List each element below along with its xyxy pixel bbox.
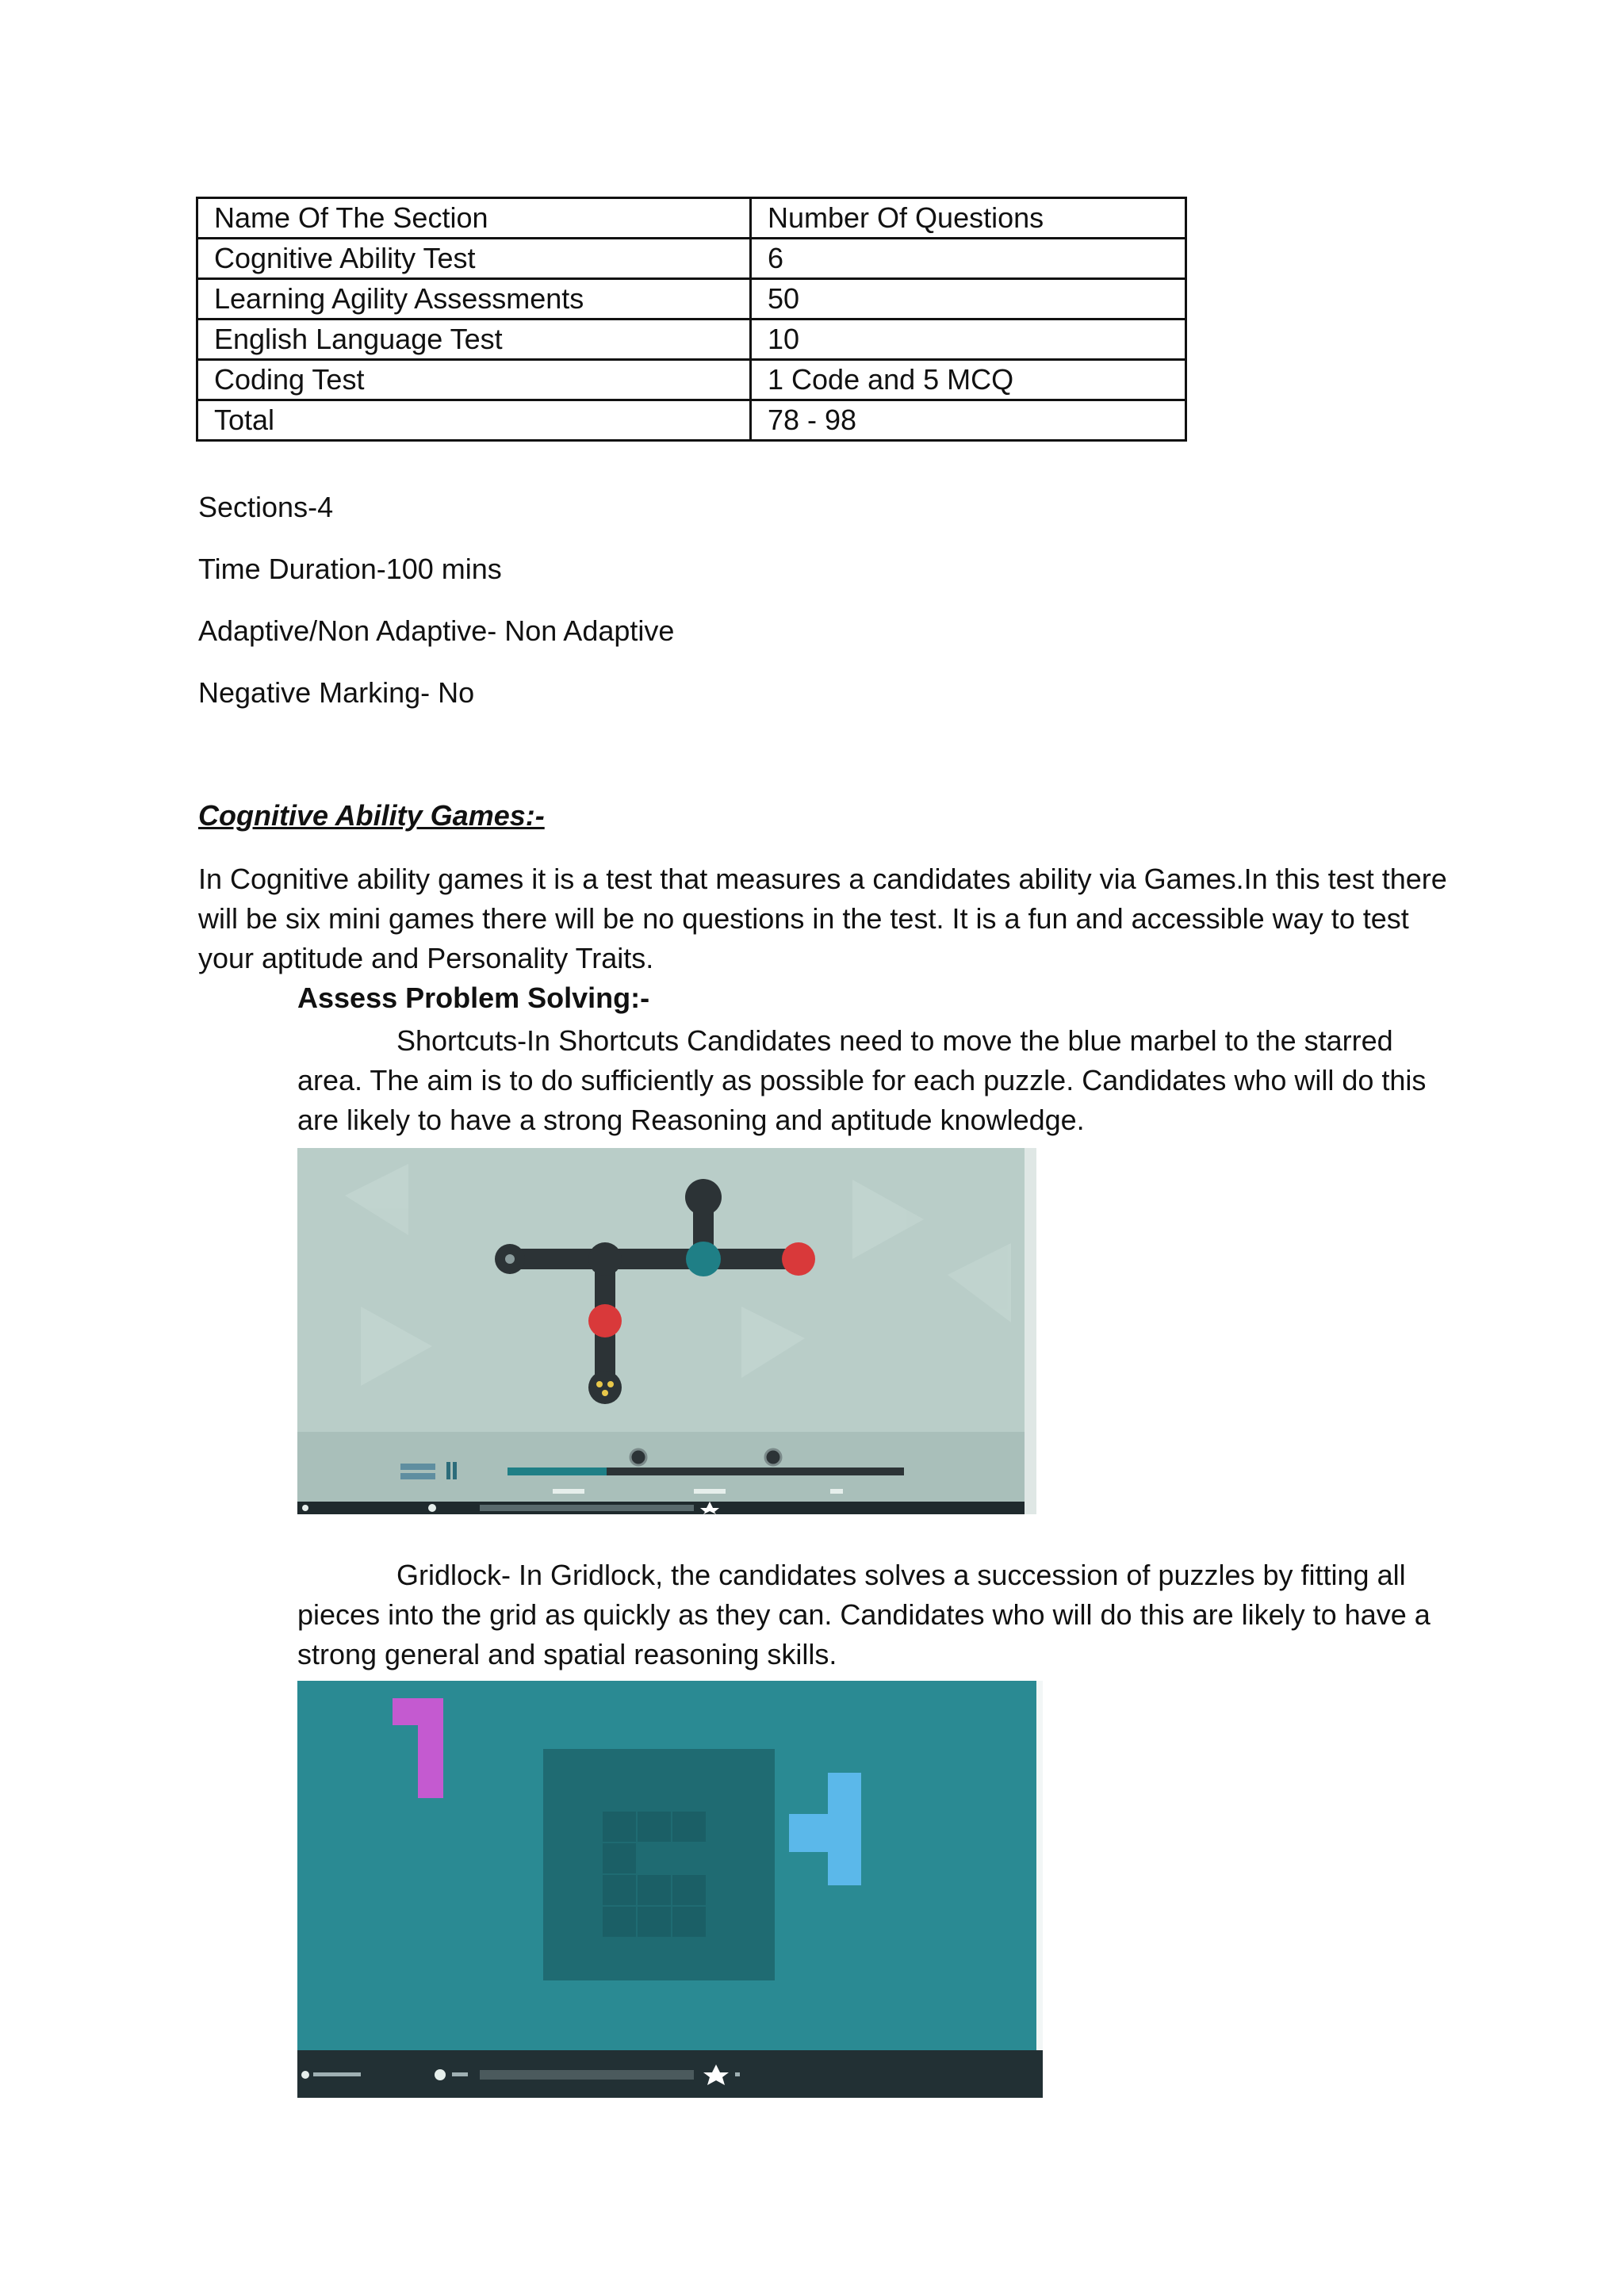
table-cell: Learning Agility Assessments	[197, 279, 751, 320]
time-duration: Time Duration-100 mins	[198, 553, 502, 585]
table-row	[197, 400, 1186, 441]
gridlock-game-image	[297, 1681, 1043, 2098]
table-cell: Total	[197, 400, 751, 441]
header-cell: Name Of The Section	[197, 198, 751, 239]
table-cell: 78 - 98	[751, 400, 1186, 441]
header-cell: Number Of Questions	[751, 198, 1186, 239]
table-header-row	[197, 198, 1186, 239]
table-row	[197, 239, 1186, 279]
table-cell: 6	[751, 239, 1186, 279]
subsection-heading: Assess Problem Solving:-	[297, 982, 650, 1014]
section-heading: Cognitive Ability Games:-	[198, 799, 545, 832]
sections-count: Sections-4	[198, 491, 334, 523]
intro-paragraph: In Cognitive ability games it is a test that measures a candidates ability via Games.In this test there will be six mini games there will be no questions in the test. It is a fun and accessible way to test your aptitude and Personality Traits.	[198, 863, 1447, 974]
shortcuts-illustration	[297, 1148, 1036, 1514]
table-row	[197, 360, 1186, 400]
sections-table	[196, 197, 1187, 442]
table-cell: English Language Test	[197, 320, 751, 360]
gridlock-text: Gridlock- In Gridlock, the candidates solves a succession of puzzles by fitting all pieces into the grid as quickly as they can. Candidates who will do this are likely to have a strong general and spatial reasoning skills.	[297, 1559, 1431, 1670]
table-row	[197, 279, 1186, 320]
table-cell: 1 Code and 5 MCQ	[751, 360, 1186, 400]
table-cell: Cognitive Ability Test	[197, 239, 751, 279]
gridlock-paragraph	[297, 1556, 1447, 1674]
shortcuts-text: Shortcuts-In Shortcuts Candidates need to move the blue marbel to the starred area. The aim is to do sufficiently as possible for each puzzle. Candidates who will do this are likely to have a strong Reasoning and aptitude knowledge.	[297, 1024, 1427, 1136]
negative-marking: Negative Marking- No	[198, 676, 475, 709]
table-row	[197, 320, 1186, 360]
adaptive-info: Adaptive/Non Adaptive- Non Adaptive	[198, 614, 675, 647]
gridlock-illustration	[297, 1681, 1043, 2098]
shortcuts-game-image	[297, 1148, 1036, 1514]
shortcuts-paragraph	[297, 1021, 1447, 1140]
table-cell: 50	[751, 279, 1186, 320]
table-cell: Coding Test	[197, 360, 751, 400]
table-cell: 10	[751, 320, 1186, 360]
